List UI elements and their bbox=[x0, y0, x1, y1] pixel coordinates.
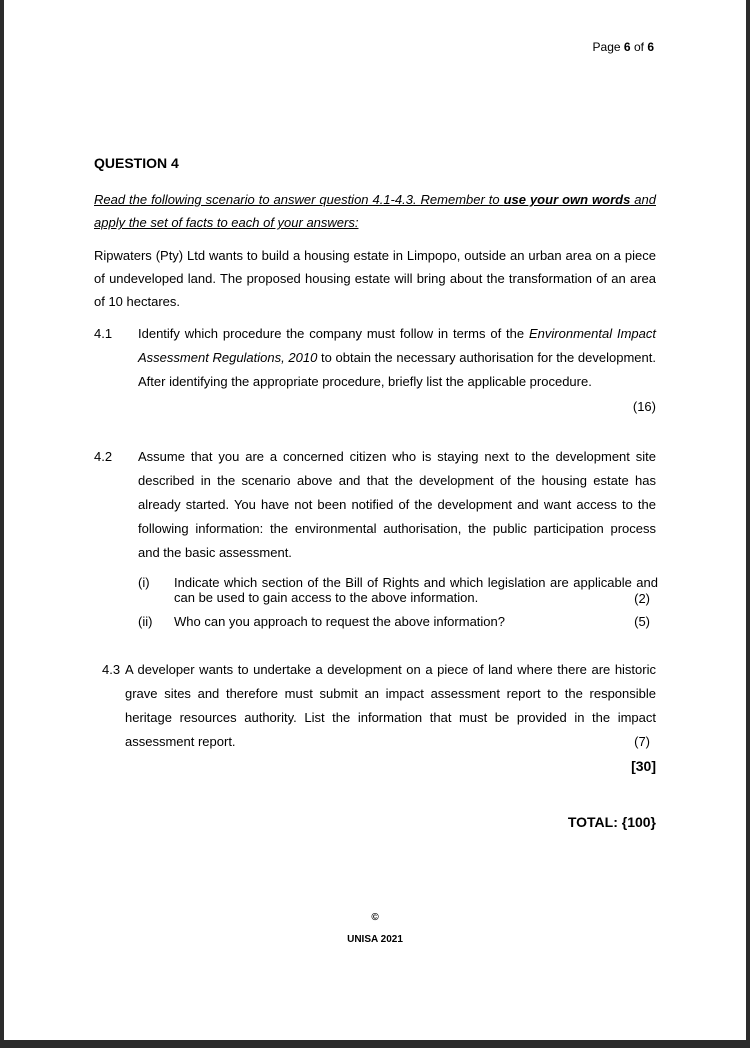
exam-total: TOTAL: {100} bbox=[567, 814, 656, 830]
q41-number: 4.1 bbox=[94, 326, 113, 341]
q43-number: 4.3 bbox=[102, 662, 121, 677]
document-page bbox=[4, 0, 746, 1040]
q41-regulation-title: Environmental Impact Assessment Regulations, 2010 bbox=[138, 326, 656, 365]
page-label: Page bbox=[592, 40, 621, 54]
footer-org: UNISA 2021 bbox=[347, 934, 403, 945]
copyright-symbol: © bbox=[371, 912, 379, 923]
page-total: 6 bbox=[647, 40, 654, 54]
q41-marks: (16) bbox=[632, 399, 656, 414]
q41-text: Identify which procedure the company must follow in terms of the Environmental Impact Assessment Regulations, 2010 to obtain the necessary authorisation for the development. After identifying the appropriate procedure, briefly list the applicable procedure. bbox=[138, 326, 656, 389]
q42-sub-ii-label: (ii) bbox=[138, 614, 153, 629]
q42-sub-ii-text: Who can you approach to request the above information? bbox=[174, 614, 505, 629]
instruction-emphasis: use your own words bbox=[503, 192, 631, 207]
q42-sub-i-label: (i) bbox=[138, 575, 150, 590]
scenario-paragraph: Ripwaters (Pty) Ltd wants to build a housing estate in Limpopo, outside an urban area on a piece of undeveloped land. The proposed housing estate will bring about the transformation of an area of 10 hectares. bbox=[94, 248, 656, 309]
question-instructions: Read the following scenario to answer question 4.1-4.3. Remember to use your own words and apply the set of facts to each of your answers: bbox=[94, 192, 656, 230]
q43-marks: (7) bbox=[634, 734, 650, 749]
q42-text: Assume that you are a concerned citizen who is staying next to the development site described in the scenario above and that the development of the housing estate has already started. You have not been notified of the development and want access to the following information: the environmental authorisation, the public participation process and the basic assessment. bbox=[138, 449, 656, 560]
q42-sub-i-text: Indicate which section of the Bill of Rights and which legislation are applicable and can be used to gain access to the above information. bbox=[174, 575, 658, 605]
q42-number: 4.2 bbox=[94, 449, 113, 464]
page-of: of bbox=[633, 40, 644, 54]
q42-sub-ii-marks: (5) bbox=[634, 614, 650, 629]
q4-total-marks: [30] bbox=[631, 758, 656, 774]
page-number bbox=[593, 40, 654, 54]
question-title: QUESTION 4 bbox=[94, 155, 179, 171]
q42-sub-i-marks: (2) bbox=[634, 591, 650, 606]
q43-text: A developer wants to undertake a development on a piece of land where there are historic grave sites and therefore must submit an impact assessment report to the responsible heritage resources authority. List the information that must be provided in the impact assessment report. bbox=[125, 662, 656, 749]
page-current: 6 bbox=[623, 40, 631, 54]
